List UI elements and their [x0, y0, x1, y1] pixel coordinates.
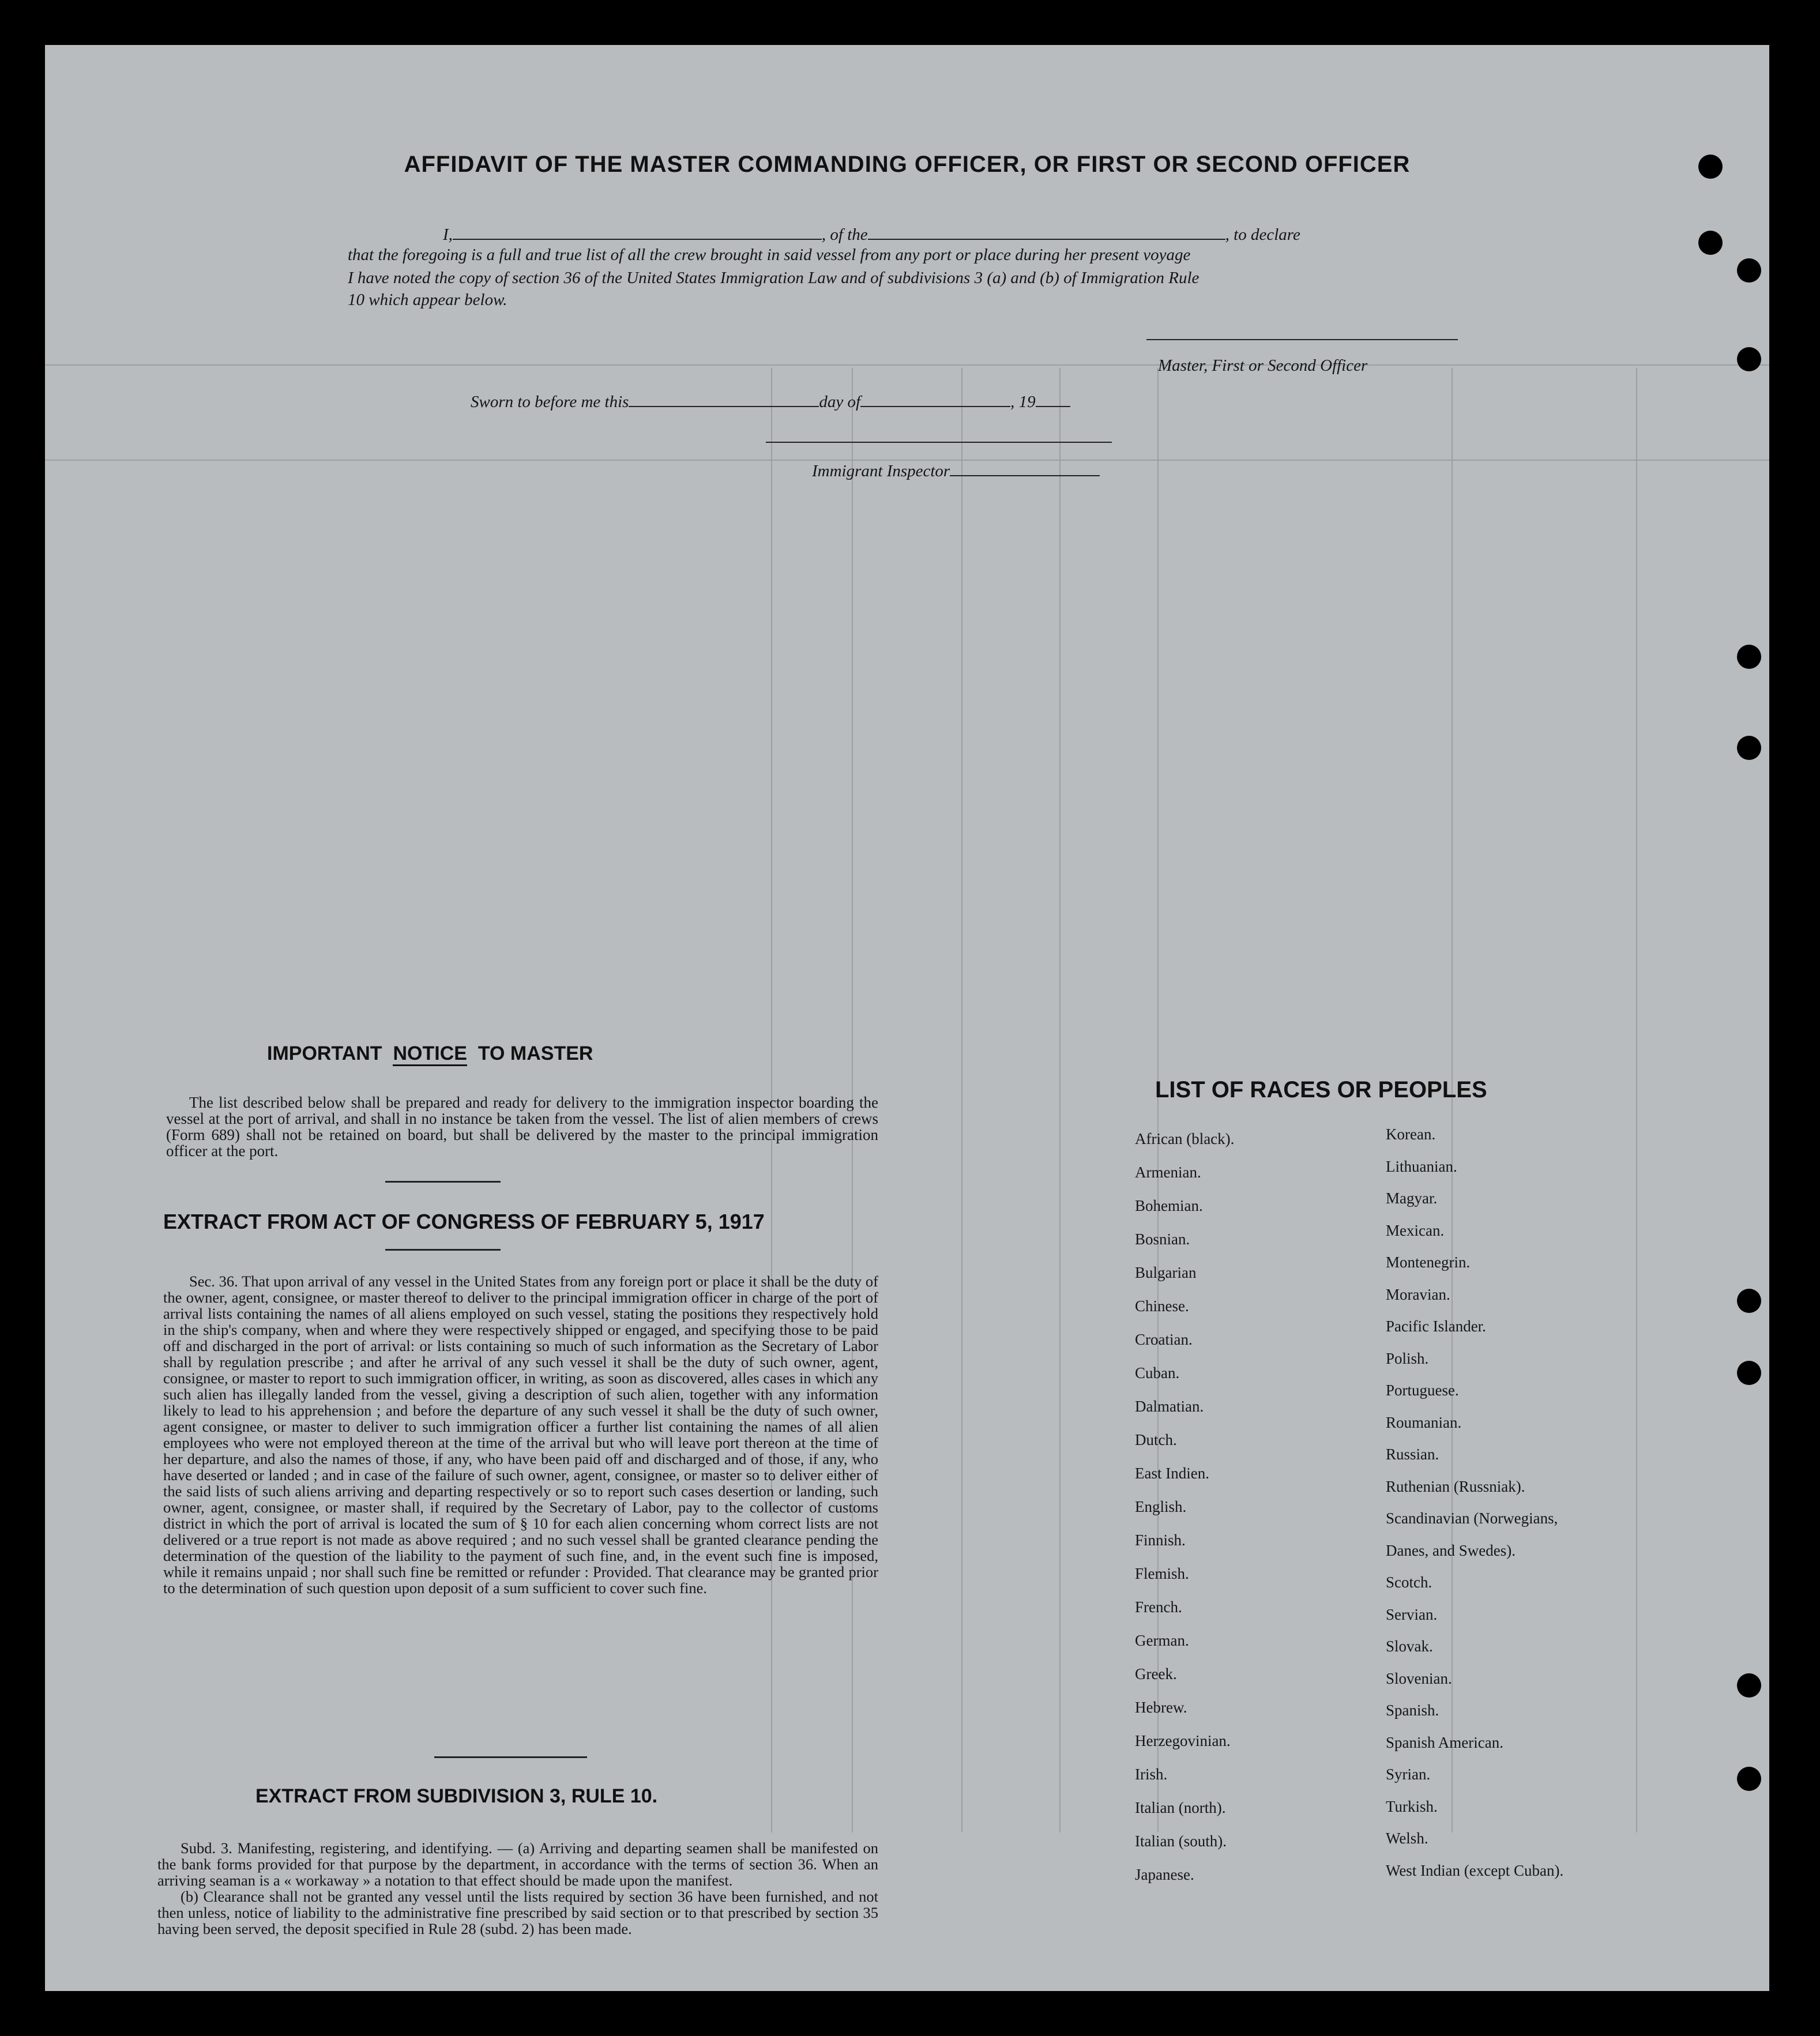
race-item: Italian (north).	[1135, 1799, 1226, 1816]
punch-hole	[1737, 1361, 1761, 1385]
races-heading: LIST OF RACES OR PEOPLES	[1155, 1077, 1487, 1102]
affidavit-line-4: 10 which appear below.	[348, 291, 507, 309]
act-heading: EXTRACT FROM ACT OF CONGRESS OF FEBRUARY 5, 1917	[163, 1210, 765, 1233]
divider-3	[434, 1756, 587, 1758]
race-item: English.	[1135, 1498, 1187, 1515]
race-item: Montenegrin.	[1386, 1254, 1471, 1271]
race-item: Chinese.	[1135, 1297, 1189, 1315]
punch-hole	[1737, 258, 1761, 283]
race-item: Herzegovinian.	[1135, 1732, 1231, 1749]
race-item: Welsh.	[1386, 1830, 1428, 1847]
race-item: Croatian.	[1135, 1331, 1193, 1348]
race-item: West Indian (except Cuban).	[1386, 1861, 1564, 1879]
race-item: Servian.	[1386, 1605, 1438, 1623]
rule-text-a: Subd. 3. Manifesting, registering, and identifying. — (a) Arriving and departing seamen shall be manifested on the bank forms provided for that purpose by the department, in accordance with the terms of section 36. When an arriving seaman is a « workaway » a notation to that effect should be made upon the manifest.	[157, 1839, 878, 1889]
inspector-line	[812, 460, 1100, 481]
notice-heading-to-master: TO MASTER	[477, 1043, 593, 1064]
race-item: Bohemian.	[1135, 1197, 1203, 1214]
rule-heading: EXTRACT FROM SUBDIVISION 3, RULE 10.	[255, 1785, 658, 1807]
race-item: Bulgarian	[1135, 1264, 1197, 1281]
race-item: African (black).	[1135, 1130, 1235, 1147]
act-text: Sec. 36. That upon arrival of any vessel in the United States from any foreign port or place it shall be the duty of the owner, agent, consignee, or master thereof to deliver to the principal immigration officer in charge of the port of arrival lists containing the names of all aliens employed on such vessel, stating the positions they respectively hold in the ship's company, when and where they were respectively shipped or engaged, and specifying those to be paid off and discharged in the port of arrival: or lists containing so much of such information as the Secretary of Labor shall by regulation prescribe ; and after he arrival of any such vessel it shall be the duty of such owner, agent, consignee, or master to report to such immigration officer, in writing, as soon as discovered, alles cases in which any such alien has illegally landed from the vessel, giving a description of such alien, together with any information likely to lead to his apprehension ; and before the departure of any such vessel it shall be the duty of such owner, agent consignee, or master to deliver to such immigration officer a further list containing the names of all alien employees who were not employed thereon at the time of the arrival but who will leave port thereon at the time of her departure, and also the names of those, if any, who have been paid off and discharged and of those, if any, who have deserted or landed ; and in case of the failure of such owner, agent, consignee, or master so to deliver either of the said lists of such aliens arriving and departing respectively or so to report such cases desertion or landing, such owner, agent, consignee, or master shall, if required by the Secretary of Labor, pay to the collector of customs district in which the port of arrival is located the sum of § 10 for each alien concerning whom correct lists are not delivered or a true report is not made as above required ; and no such vessel shall be granted clearance pending the determination of the question of the liability to the payment of such fine, and, in the event such fine is imposed, while it remains unpaid ; nor shall such fine be remitted or refunder : Provided. That clearance may be granted prior to the determination of such question upon deposit of a sum sufficient to cover such fine.	[163, 1273, 878, 1597]
vessel-blank[interactable]	[868, 224, 1225, 240]
race-item: Magyar.	[1386, 1190, 1438, 1207]
race-item: Armenian.	[1135, 1164, 1201, 1181]
divider-1	[385, 1181, 501, 1183]
race-item: Mexican.	[1386, 1221, 1445, 1239]
race-item: Spanish American.	[1386, 1733, 1503, 1751]
race-item: Turkish.	[1386, 1797, 1438, 1815]
race-item: Ruthenian (Russniak).	[1386, 1477, 1525, 1495]
to-declare-label: , to declare	[1225, 225, 1300, 244]
month-blank[interactable]	[860, 391, 1010, 407]
sworn-label: Sworn to before me this	[471, 393, 629, 411]
divider-2	[385, 1249, 501, 1251]
race-item: Irish.	[1135, 1766, 1168, 1783]
race-item: Polish.	[1386, 1349, 1429, 1367]
notice-text: The list described below shall be prepared and ready for delivery to the immigration inspector boarding the vessel at the port of arrival, and shall in no instance be taken from the vessel. The list of alien members of crews (Form 689) shall not be retained on board, but shall be delivered by the master to the principal immigration officer at the port.	[166, 1094, 878, 1160]
affidavit-line-2: that the foregoing is a full and true list of all the crew brought in said vessel from any port or place during her present voyage	[348, 246, 1191, 264]
race-item: Flemish.	[1135, 1565, 1189, 1582]
race-item: Slovak.	[1386, 1638, 1433, 1655]
sworn-line	[471, 391, 1070, 412]
race-item: Cuban.	[1135, 1364, 1180, 1382]
punch-hole	[1737, 1289, 1761, 1313]
race-item: French.	[1135, 1598, 1182, 1616]
sworn-day-blank[interactable]	[629, 391, 819, 407]
notice-heading	[267, 1043, 593, 1065]
race-item: Italian (south).	[1135, 1832, 1227, 1850]
punch-hole	[1698, 155, 1723, 179]
race-item: Lithuanian.	[1386, 1157, 1457, 1175]
races-column-2	[1386, 1119, 1563, 1887]
race-item: Dutch.	[1135, 1431, 1177, 1448]
race-item: Bosnian.	[1135, 1230, 1190, 1248]
inspector-label: Immigrant Inspector	[812, 462, 950, 480]
affidavit-i-label: I,	[443, 225, 453, 244]
race-item: Dalmatian.	[1135, 1398, 1204, 1415]
affidavit-line-3: I have noted the copy of section 36 of the United States Immigration Law and of subdivisions 3 (a) and (b) of Immigration Rule	[348, 269, 1199, 287]
punch-hole	[1737, 347, 1761, 371]
name-blank[interactable]	[453, 224, 822, 240]
race-item: East Indien.	[1135, 1465, 1209, 1482]
year-label: , 19	[1010, 393, 1036, 411]
race-item: Korean.	[1386, 1126, 1436, 1143]
race-item: Moravian.	[1386, 1285, 1450, 1303]
race-item: Russian.	[1386, 1446, 1439, 1463]
notice-heading-notice: NOTICE	[393, 1043, 467, 1066]
punch-hole	[1698, 231, 1723, 255]
punch-hole	[1737, 1767, 1761, 1791]
form-page	[45, 45, 1769, 1991]
race-item: Japanese.	[1135, 1866, 1194, 1883]
race-item: Scandinavian (Norwegians,	[1386, 1510, 1558, 1527]
year-blank[interactable]	[1036, 391, 1070, 407]
affidavit-title: AFFIDAVIT OF THE MASTER COMMANDING OFFICER, OR FIRST OR SECOND OFFICER	[404, 152, 1411, 177]
race-item: Roumanian.	[1386, 1413, 1462, 1431]
race-item: Portuguese.	[1386, 1382, 1459, 1399]
inspector-blank[interactable]	[950, 460, 1100, 476]
races-column-1	[1135, 1122, 1234, 1891]
race-item: Slovenian.	[1386, 1669, 1452, 1687]
notice-heading-important: IMPORTANT	[267, 1043, 382, 1064]
affidavit-line-1	[443, 224, 1300, 244]
race-item: Greek.	[1135, 1665, 1177, 1683]
race-item: Scotch.	[1386, 1574, 1432, 1591]
race-item: Syrian.	[1386, 1766, 1431, 1783]
punch-hole	[1737, 736, 1761, 760]
race-item: Danes, and Swedes).	[1386, 1541, 1516, 1559]
race-item: Spanish.	[1386, 1702, 1439, 1719]
race-item: Hebrew.	[1135, 1699, 1187, 1716]
signature-line[interactable]	[1146, 339, 1458, 340]
day-of-label: day of	[819, 393, 861, 411]
inspector-signature-line[interactable]	[766, 442, 1112, 443]
punch-hole	[1737, 1673, 1761, 1698]
signature-caption: Master, First or Second Officer	[1158, 356, 1368, 375]
of-the-label: , of the	[821, 225, 868, 244]
race-item: Finnish.	[1135, 1531, 1186, 1549]
punch-hole	[1737, 645, 1761, 669]
race-item: Pacific Islander.	[1386, 1318, 1486, 1335]
race-item: German.	[1135, 1632, 1189, 1649]
rule-text-b: (b) Clearance shall not be granted any vessel until the lists required by section 36 have been furnished, and not then unless, notice of liability to the administrative fine prescribed by said section or to that prescribed by section 35 having been served, the deposit specified in Rule 28 (subd. 2) has been made.	[157, 1888, 878, 1937]
